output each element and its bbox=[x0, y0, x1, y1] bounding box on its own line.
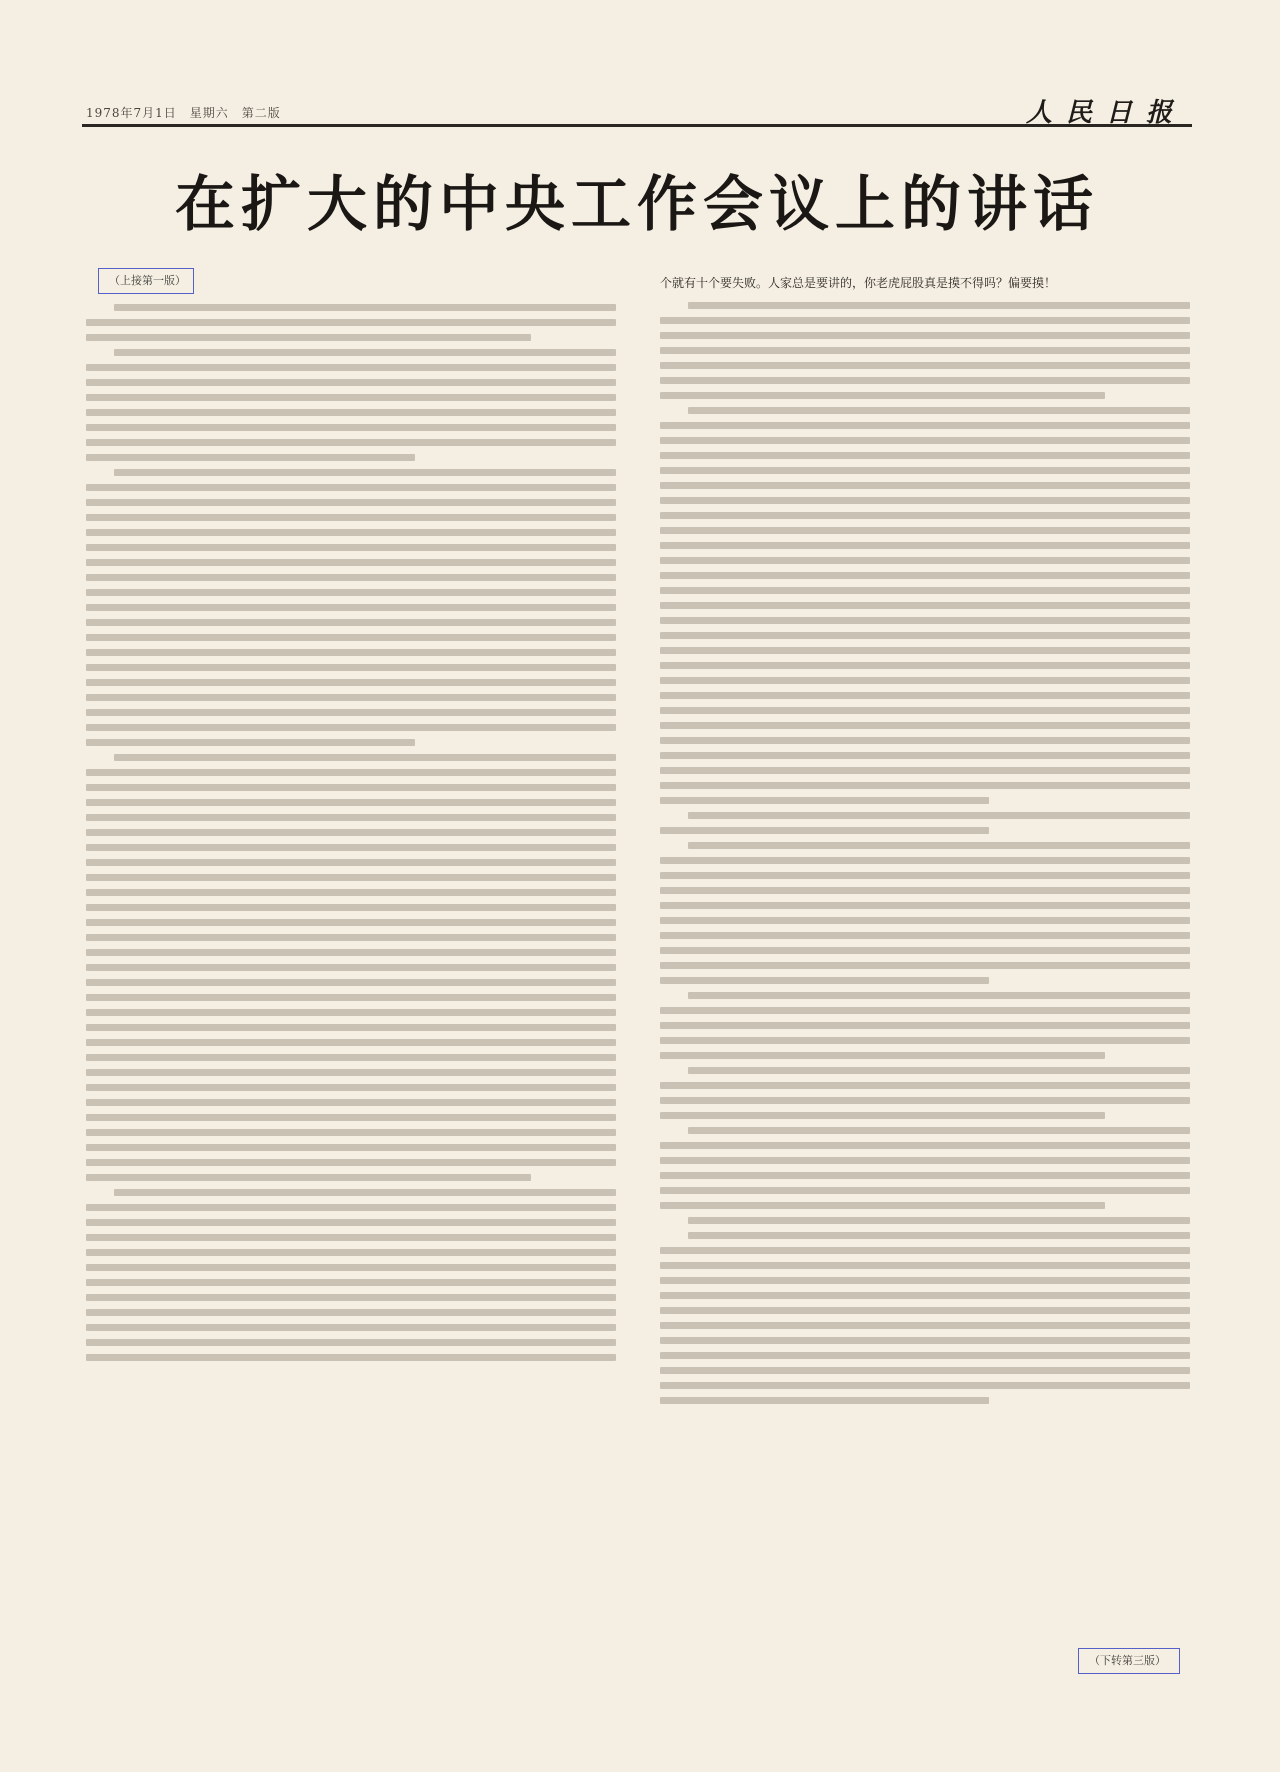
masthead-rule bbox=[82, 124, 1192, 127]
right-column-text bbox=[660, 272, 1190, 1411]
left-column-text bbox=[86, 296, 616, 1368]
article-headline: 在扩大的中央工作会议上的讲话 bbox=[175, 170, 1099, 240]
newspaper-name: 人民日报 bbox=[1025, 98, 1186, 128]
right-column-first-line: 个就有十个要失败。人家总是要讲的，你老虎屁股真是摸不得吗？偏要摸！ bbox=[660, 276, 1057, 290]
issue-date: 1978年7月1日 星期六 第二版 bbox=[86, 106, 281, 120]
continued-to-tag: （下转第三版） bbox=[1078, 1648, 1180, 1674]
continued-from-tag: （上接第一版） bbox=[98, 268, 194, 294]
masthead bbox=[82, 96, 1192, 126]
